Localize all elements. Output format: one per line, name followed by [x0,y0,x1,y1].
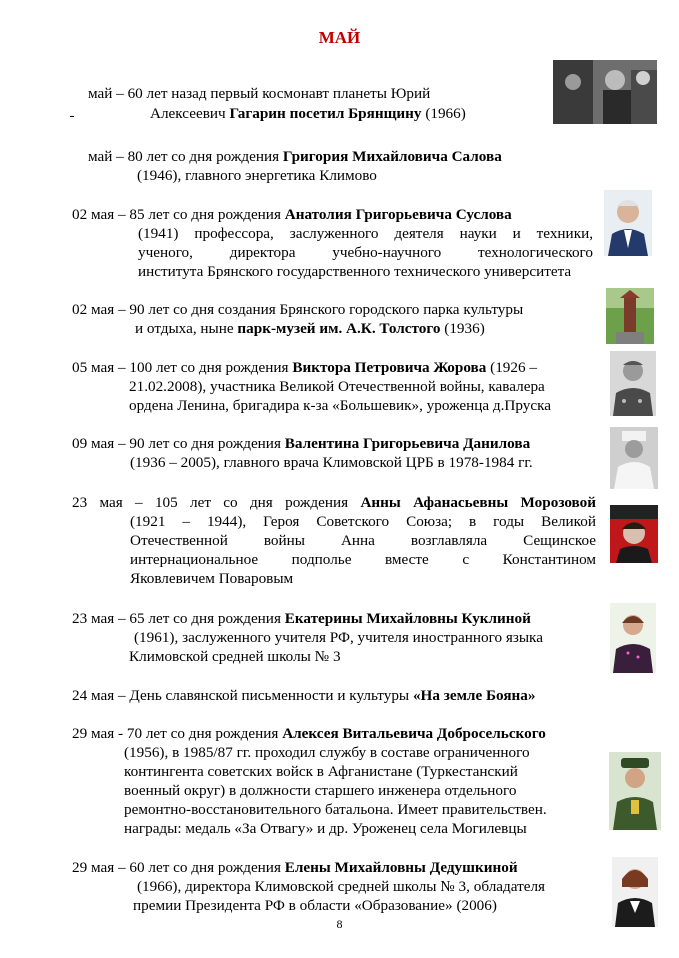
entry-9-line-5: награды: медаль «За Отвагу» и др. Уроженец села Могилевцы [124,820,527,837]
portrait-photo [604,190,652,256]
entry-9-line-3: военный округ) в должности старшего инженера отдельного [124,782,517,799]
stray-mark [70,116,74,117]
page-number: 8 [336,917,343,931]
entry-6-line-2: Отечественной войны Анна возглавляла Сещинское [130,532,596,549]
portrait-photo [610,603,656,673]
entry-10-line-1: (1966), директора Климовской средней школы № 3, обладателя [137,878,546,895]
entry-4-line-0: 05 мая – 100 лет со дня рождения Виктора Петровича Жорова (1926 – [72,359,537,376]
entry-2-line-1: (1941) профессора, заслуженного деятеля науки и техники, [138,225,593,242]
entry-2-line-2: ученого, директора учебно-научного технологического [138,244,593,261]
entry-3-line-1: и отдыха, ныне парк-музей им. А.К. Толстого (1936) [135,320,485,337]
entry-10-line-2: премии Президента РФ в области «Образование» (2006) [133,897,497,914]
portrait-photo [610,351,656,416]
portrait-photo [609,752,661,830]
entry-10-line-0: 29 мая – 60 лет со дня рождения Елены Михайловны Дедушкиной [72,859,518,876]
entry-7-line-0: 23 мая – 65 лет со дня рождения Екатерины Михайловны Куклиной [72,610,531,627]
entry-1-line-1: (1946), главного энергетика Климово [137,167,377,184]
page-title: МАЙ [318,28,361,47]
entry-4-line-2: ордена Ленина, бригадира к-за «Большевик», уроженца д.Пруска [129,397,552,414]
entry-8-line-0: 24 мая – День славянской письменности и культуры «На земле Бояна» [72,687,536,704]
entry-2-line-0: 02 мая – 85 лет со дня рождения Анатолия Григорьевича Суслова [72,206,512,223]
entry-5-line-0: 09 мая – 90 лет со дня рождения Валентина Григорьевича Данилова [72,435,531,452]
entry-9-line-0: 29 мая - 70 лет со дня рождения Алексея Витальевича Добросельского [72,725,546,742]
gagarin-visit-photo [553,60,657,124]
entry-9-line-2: контингента советских войск в Афганистане (Туркестанский [124,763,518,780]
entry-5-line-1: (1936 – 2005), главного врача Климовской ЦРБ в 1978-1984 гг. [130,454,533,471]
entry-6-line-1: (1921 – 1944), Героя Советского Союза; в годы Великой [130,513,596,530]
entry-0-line-0: май – 60 лет назад первый космонавт планеты Юрий [88,85,431,102]
entry-6-line-3: интернациональное подполье вместе с Константином [130,551,596,568]
park-monument-photo [606,288,654,344]
entry-3-line-0: 02 мая – 90 лет со дня создания Брянского городского парка культуры [72,301,524,318]
entry-7-line-2: Климовской средней школы № 3 [129,648,341,665]
entry-1-line-0: май – 80 лет со дня рождения Григория Михайловича Салова [88,148,502,165]
entry-6-line-0: 23 мая – 105 лет со дня рождения Анны Афанасьевны Морозовой [72,494,596,511]
entry-7-line-1: (1961), заслуженного учителя РФ, учителя иностранного языка [134,629,543,646]
portrait-photo [610,427,658,489]
entry-0-line-1: Алексеевич Гагарин посетил Брянщину (1966) [150,105,466,122]
entry-6-line-4: Яковлевичем Поваровым [130,570,294,587]
entry-2-line-3: института Брянского государственного технического университета [138,263,572,280]
entry-9-line-1: (1956), в 1985/87 гг. проходил службу в составе ограниченного [124,744,530,761]
entry-9-line-4: ремонтно-восстановительного батальона. Имеет правительствен. [124,801,547,818]
portrait-photo [610,505,658,563]
entry-4-line-1: 21.02.2008), участника Великой Отечественной войны, кавалера [129,378,545,395]
